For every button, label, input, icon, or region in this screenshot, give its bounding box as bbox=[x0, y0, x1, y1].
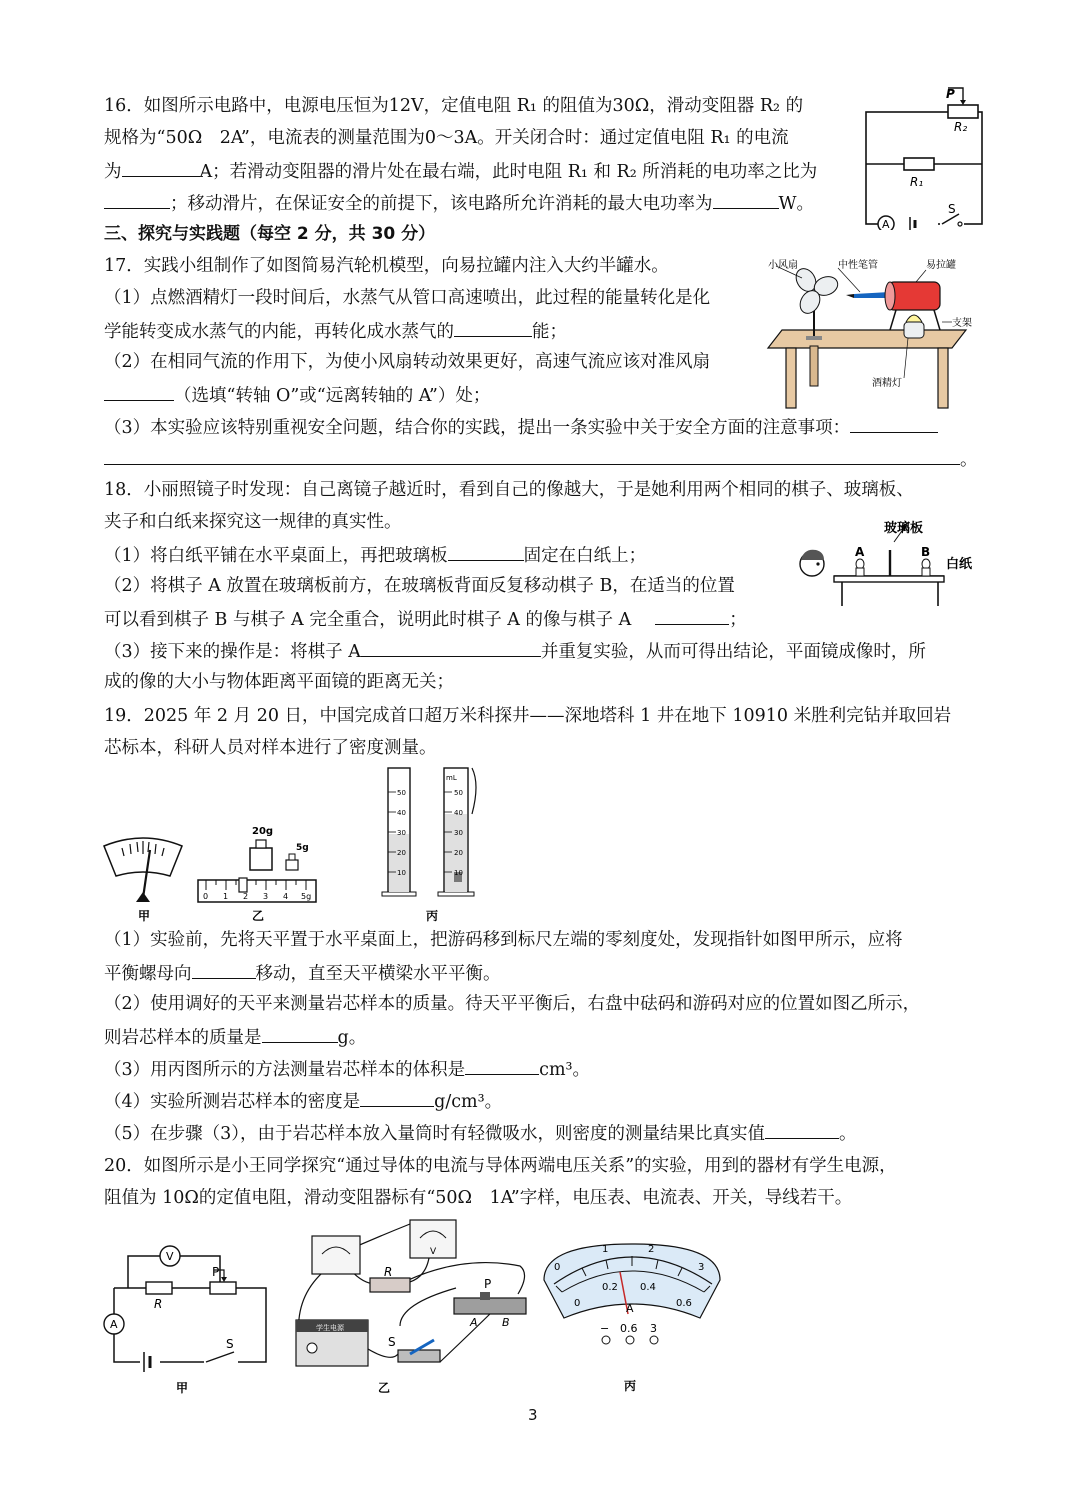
scale-3: 3 bbox=[263, 892, 269, 901]
q20-circuit-figures bbox=[100, 1214, 740, 1400]
dial-inner-02: 0.2 bbox=[602, 1282, 618, 1293]
label-v: V bbox=[166, 1250, 174, 1263]
tick-10b: 10 bbox=[454, 869, 463, 877]
blank[interactable] bbox=[465, 1056, 539, 1075]
scale-1: 1 bbox=[223, 892, 229, 901]
q16-line1: 16．如图所示电路中，电源电压恒为12V，定值电阻 R₁ 的阻值为30Ω，滑动变阻器 R₂ 的 bbox=[104, 96, 804, 116]
dial-outer-2: 2 bbox=[648, 1244, 655, 1255]
blank[interactable] bbox=[713, 190, 779, 209]
scale-5g: 5g bbox=[301, 892, 312, 901]
q18-line2: 夹子和白纸来探究这一规律的真实性。 bbox=[104, 512, 402, 532]
scale-0: 0 bbox=[203, 892, 209, 901]
q19-p3: （3）用丙图所示的方法测量岩芯样本的体积是 cm³。 bbox=[104, 1056, 590, 1082]
blank[interactable] bbox=[448, 542, 524, 561]
label-a: A bbox=[110, 1318, 118, 1331]
q19-p5: （5）在步骤（3），由于岩芯样本放入量筒时有轻微吸水，则密度的测量结果比真实值 。 bbox=[104, 1120, 857, 1146]
label-lamp: 酒精灯 bbox=[872, 378, 902, 389]
tick-30b: 30 bbox=[454, 829, 463, 837]
label-r1: R₁ bbox=[910, 175, 924, 189]
q17-line5: （选填“转轴 O”或“远离转轴的 A”）处； bbox=[104, 382, 490, 408]
label-power: 学生电源 bbox=[316, 1324, 344, 1332]
q19-line2: 芯标本，科研人员对样本进行了密度测量。 bbox=[104, 738, 437, 758]
q16-line2: 规格为“50Ω 2A”，电流表的测量范围为0～3A。开关闭合时：通过定值电阻 R₁ 的电流 bbox=[104, 128, 789, 148]
q16-line4: ；移动滑片，在保证安全的前提下，该电路所允许消耗的最大电功率为 W。 bbox=[104, 190, 814, 216]
label-ml: mL bbox=[446, 774, 457, 782]
tick-40: 40 bbox=[397, 809, 406, 817]
term-3: 3 bbox=[650, 1322, 657, 1335]
label-r2: R₂ bbox=[954, 120, 968, 134]
page-number: 3 bbox=[528, 1406, 538, 1424]
label-s-photo: S bbox=[388, 1335, 396, 1349]
label-fan: 小风扇 bbox=[768, 260, 798, 271]
q18-line6: （3）接下来的操作是：将棋子 A 并重复实验，从而可得出结论，平面镜成像时，所 bbox=[104, 638, 926, 664]
label-yi: 乙 bbox=[252, 909, 265, 923]
q20-line1: 20．如图所示是小王同学探究“通过导体的电流与导体两端电压关系”的实验，用到的器材有学生电源， bbox=[104, 1156, 897, 1176]
label-20g: 20g bbox=[252, 826, 274, 837]
label-jia: 甲 bbox=[138, 909, 151, 923]
tick-40b: 40 bbox=[454, 809, 463, 817]
scale-2: 2 bbox=[243, 892, 249, 901]
dial-outer-3: 3 bbox=[698, 1262, 705, 1273]
q17-line1: 17．实践小组制作了如图简易汽轮机模型，向易拉罐内注入大约半罐水。 bbox=[104, 256, 669, 276]
q17-line3: 学能转变成水蒸气的内能，再转化成水蒸气的 能； bbox=[104, 318, 567, 344]
q19-p4: （4）实验所测岩芯样本的密度是 g/cm³。 bbox=[104, 1088, 502, 1114]
tick-50b: 50 bbox=[454, 789, 463, 797]
tick-20b: 20 bbox=[454, 849, 463, 857]
label-glass: 玻璃板 bbox=[884, 521, 924, 536]
q17-line7: 。 bbox=[104, 446, 978, 472]
label-r-photo: R bbox=[384, 1265, 393, 1279]
dial-inner-04: 0.4 bbox=[640, 1282, 656, 1293]
blank[interactable] bbox=[361, 638, 541, 657]
section-title: 三、探究与实践题（每空 2 分，共 30 分） bbox=[104, 224, 436, 244]
label-s: S bbox=[226, 1337, 234, 1351]
label-bing: 丙 bbox=[426, 909, 439, 923]
term-06: 0.6 bbox=[620, 1322, 638, 1335]
q16-line3: 为 A；若滑动变阻器的滑片处在最右端，此时电阻 R₁ 和 R₂ 所消耗的电功率之比为 bbox=[104, 158, 817, 184]
label-a: A bbox=[855, 545, 865, 559]
q19-p2: （2）使用调好的天平来测量岩芯样本的质量。待天平平衡后，右盘中砝码和游码对应的位置如图乙所示， bbox=[104, 994, 921, 1014]
blank[interactable] bbox=[655, 606, 729, 625]
q17-line4: （2）在相同气流的作用下，为使小风扇转动效果更好，高速气流应该对准风扇 bbox=[104, 352, 711, 372]
blank[interactable] bbox=[104, 190, 170, 209]
blank[interactable] bbox=[122, 158, 200, 177]
term-minus: − bbox=[600, 1322, 610, 1335]
q18-line1: 18．小丽照镜子时发现：自己离镜子越近时，看到自己的像越大，于是她利用两个相同的棋子、玻璃板、 bbox=[104, 480, 914, 500]
q19-line1: 19．2025 年 2 月 20 日，中国完成首口超万米科探井——深地塔科 1 井在地下 10910 米胜利完钻并取回岩 bbox=[104, 706, 952, 726]
blank[interactable] bbox=[262, 1024, 338, 1043]
blank[interactable] bbox=[104, 382, 174, 401]
q17-line2: （1）点燃酒精灯一段时间后，水蒸气从管口高速喷出，此过程的能量转化是化 bbox=[104, 288, 711, 308]
label-p: P bbox=[212, 1265, 220, 1279]
dial-outer-0: 0 bbox=[554, 1262, 561, 1273]
label-jia: 甲 bbox=[176, 1381, 189, 1395]
label-yi: 乙 bbox=[378, 1381, 391, 1395]
tick-20: 20 bbox=[397, 849, 406, 857]
blank[interactable] bbox=[104, 446, 960, 465]
q18-line4: （2）将棋子 A 放置在玻璃板前方，在玻璃板背面反复移动棋子 B，在适当的位置 bbox=[104, 576, 735, 596]
dial-unit: A bbox=[626, 1302, 634, 1315]
blank[interactable] bbox=[192, 960, 256, 979]
label-b-rheo: B bbox=[502, 1316, 510, 1329]
label-p: P bbox=[946, 87, 955, 101]
blank[interactable] bbox=[765, 1120, 839, 1139]
label-p-photo: P bbox=[484, 1277, 492, 1291]
q18-mirror-figure bbox=[794, 512, 980, 612]
tick-50: 50 bbox=[397, 789, 406, 797]
label-stand: 支架 bbox=[952, 318, 972, 329]
label-r: R bbox=[154, 1297, 163, 1311]
label-bing: 丙 bbox=[624, 1379, 637, 1393]
blank[interactable] bbox=[360, 1088, 434, 1107]
dial-outer-1: 1 bbox=[602, 1244, 609, 1255]
label-5g: 5g bbox=[296, 843, 309, 853]
q19-p1: （1）实验前，先将天平置于水平桌面上，把游码移到标尺左端的零刻度处，发现指针如图甲所示，应将 bbox=[104, 930, 903, 950]
tick-30: 30 bbox=[397, 829, 406, 837]
blank[interactable] bbox=[850, 414, 938, 433]
q18-line7: 成的像的大小与物体距离平面镜的距离无关； bbox=[104, 672, 454, 692]
q19-p1b: 平衡螺母向 移动，直至天平横梁水平平衡。 bbox=[104, 960, 501, 986]
q18-line3: （1）将白纸平铺在水平桌面上，再把玻璃板 固定在白纸上； bbox=[104, 542, 646, 568]
dial-inner-0: 0 bbox=[574, 1298, 581, 1309]
q20-line2: 阻值为 10Ω的定值电阻，滑动变阻器标有“50Ω 1A”字样，电压表、电流表、开关，导线若干。 bbox=[104, 1188, 853, 1208]
label-b: B bbox=[921, 545, 931, 559]
q17-steam-turbine-figure bbox=[766, 252, 976, 412]
q19-p2b: 则岩芯样本的质量是 g。 bbox=[104, 1024, 366, 1050]
q18-line5: 可以看到棋子 B 与棋子 A 完全重合，说明此时棋子 A 的像与棋子 A ； bbox=[104, 606, 747, 632]
q16-circuit-figure bbox=[862, 84, 987, 230]
label-can: 易拉罐 bbox=[926, 260, 956, 271]
label-pipe: 中性笔管 bbox=[838, 260, 878, 271]
scale-4: 4 bbox=[283, 892, 289, 901]
q17-line6: （3）本实验应该特别重视安全问题，结合你的实践，提出一条实验中关于安全方面的注意事项： bbox=[104, 414, 938, 440]
tick-10: 10 bbox=[397, 869, 406, 877]
blank[interactable] bbox=[454, 318, 532, 337]
voltmeter-label: V bbox=[430, 1247, 437, 1257]
label-s: S bbox=[948, 202, 956, 216]
ammeter-label: A bbox=[882, 218, 890, 230]
q19-density-figures bbox=[100, 764, 500, 926]
label-paper: 白纸 bbox=[946, 557, 973, 572]
dial-inner-06: 0.6 bbox=[676, 1298, 692, 1309]
label-a-rheo: A bbox=[470, 1316, 478, 1329]
